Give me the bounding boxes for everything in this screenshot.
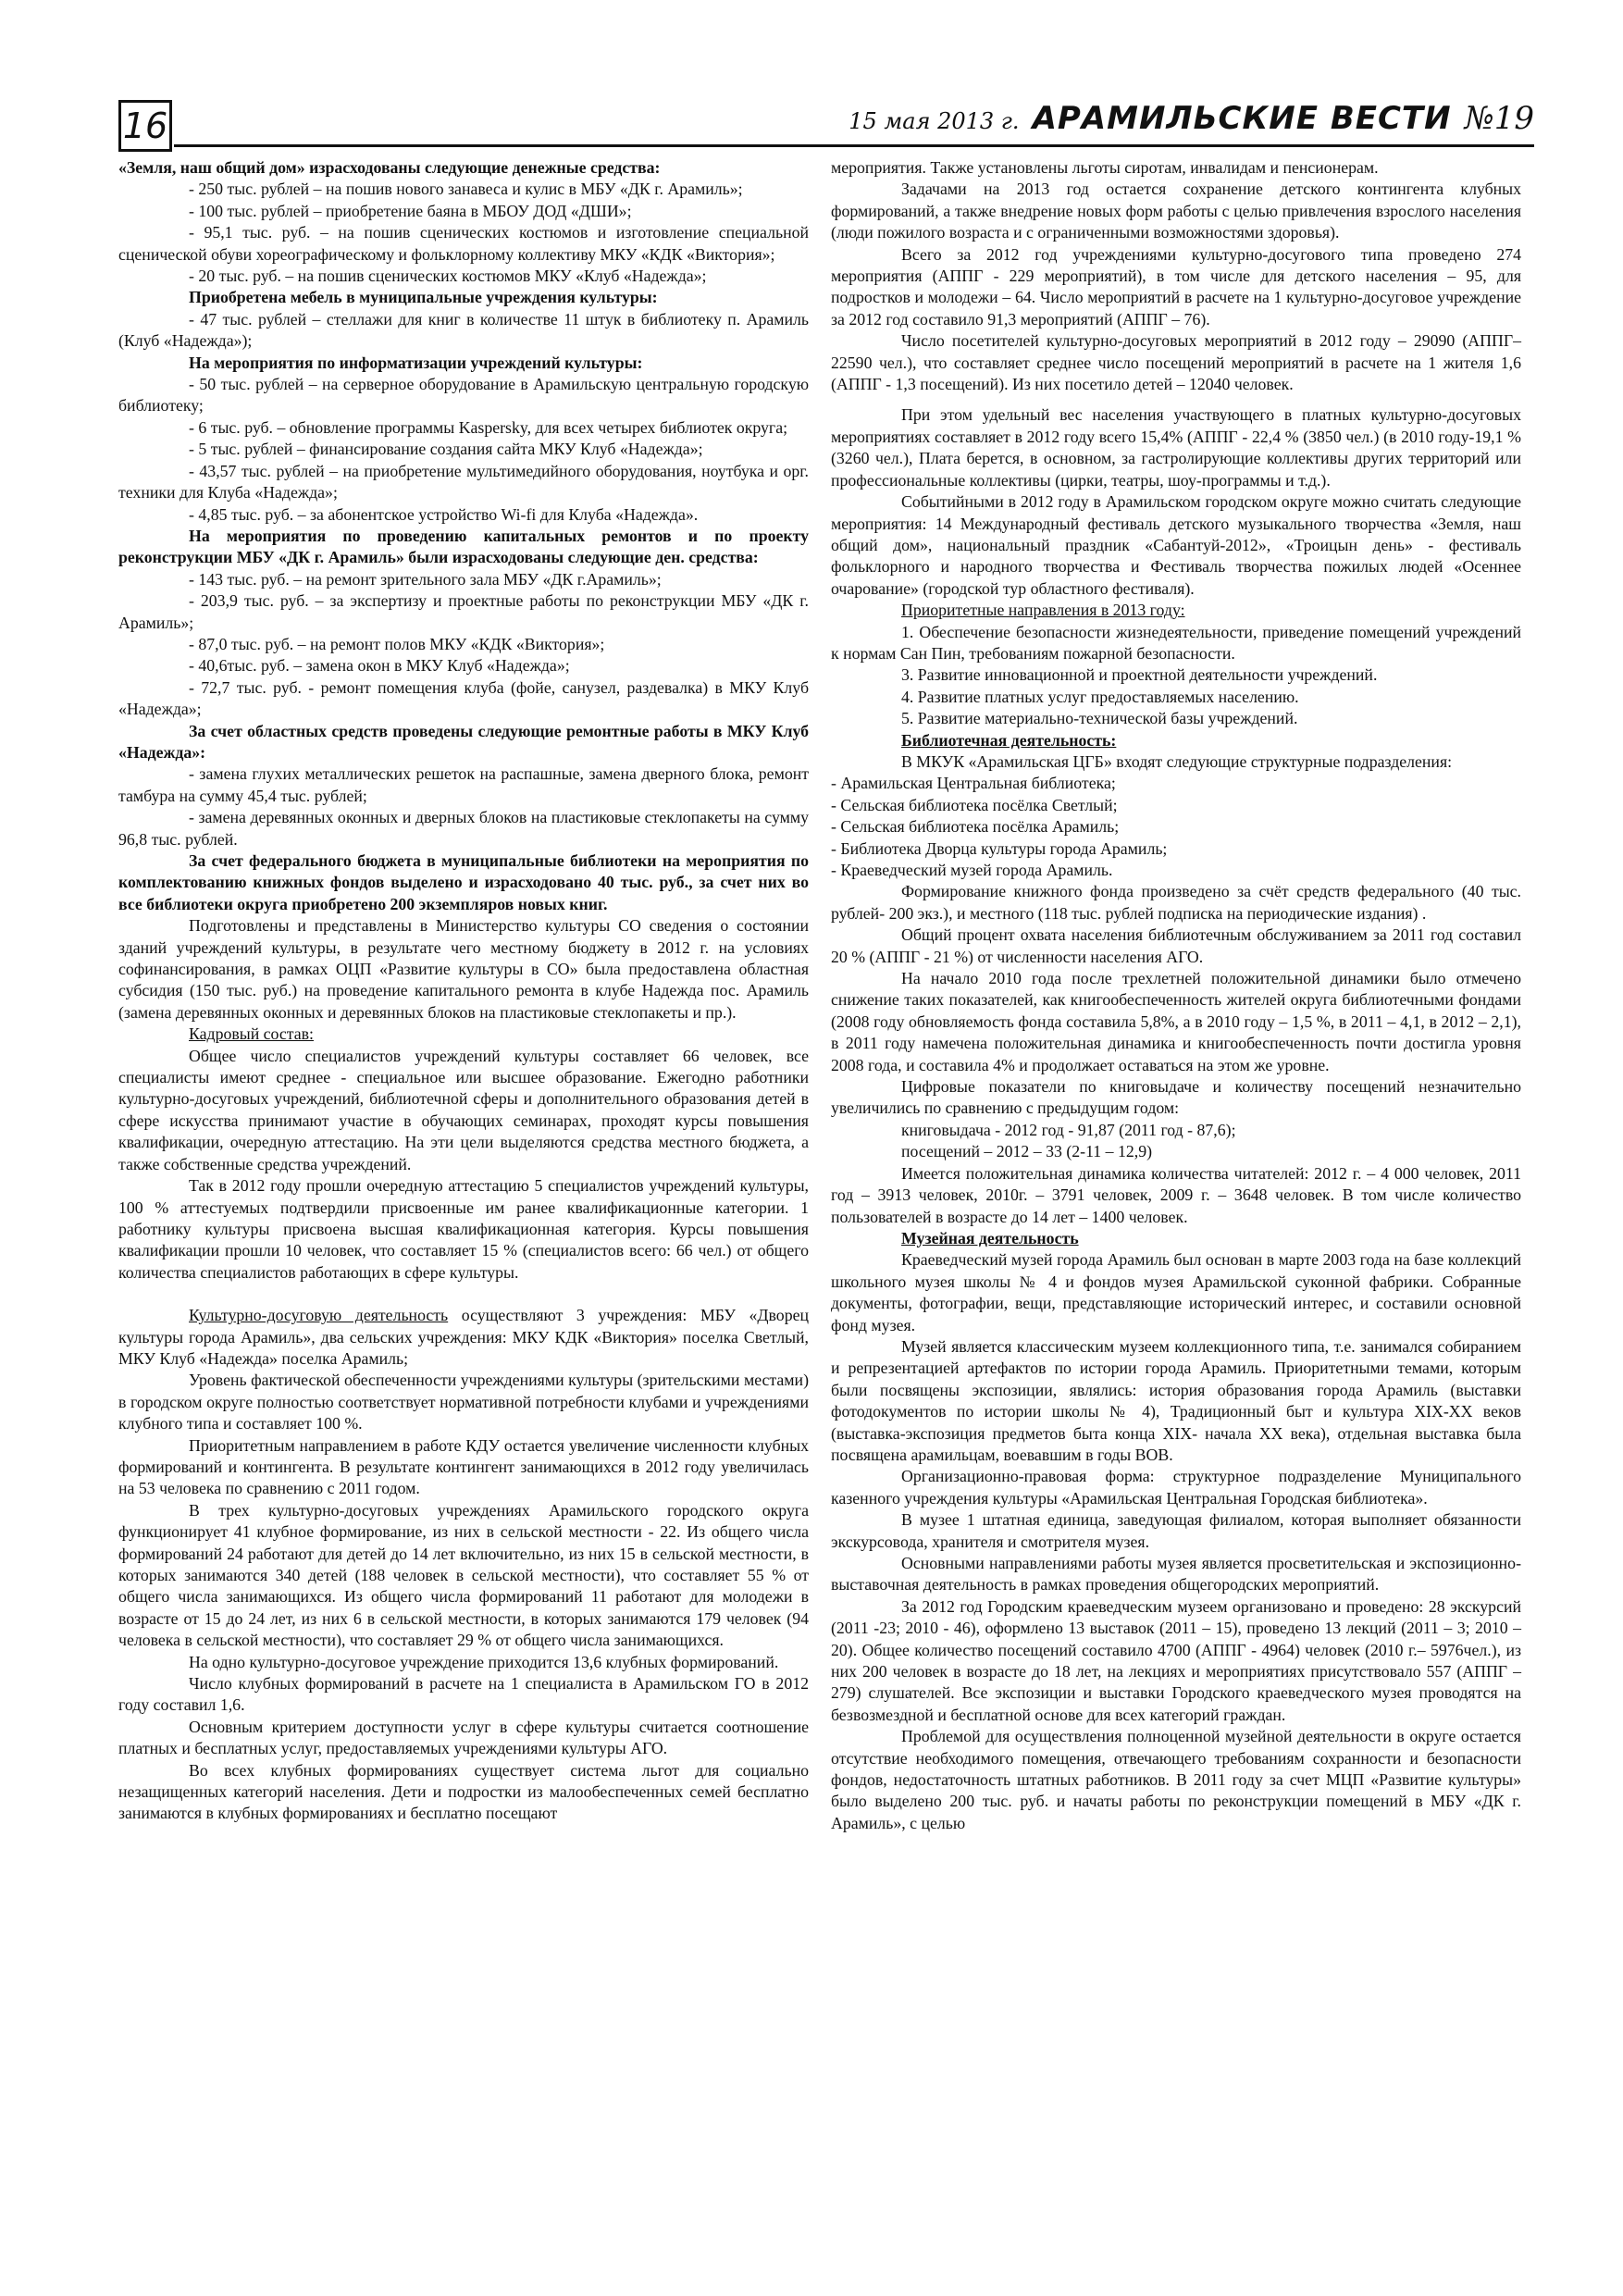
section-heading: Приобретена мебель в муниципальные учреждения культуры: xyxy=(189,288,658,307)
header-rule xyxy=(174,144,1534,147)
paragraph: Так в 2012 году прошли очередную аттестацию 5 специалистов учреждений культуры, 100 % аттестуемых подтвердили присвоенные им ранее квалификационные категории. 1 работнику культуры присвоена высшая квалификационная категория. Курсы повышения квалификации прошли 10 человек, что составляет 15 % (специалистов всего: 66 чел.) от общего количества специалистов работающих в сфере культуры. xyxy=(118,1176,809,1282)
list-item: - 72,7 тыс. руб. - ремонт помещения клуба (фойе, санузел, раздевалка) в МКУ Клуб «Надежда»; xyxy=(118,677,809,719)
list-item: - 20 тыс. руб. – на пошив сценических костюмов МКУ «Клуб «Надежда»; xyxy=(189,267,707,286)
right-column xyxy=(831,157,1521,1834)
subheading-text: Кадровый состав: xyxy=(189,1024,314,1044)
paragraph: За 2012 год Городским краеведческим музеем организовано и проведено: 28 экскурсий (2011 -23; 2010 - 46), оформлено 13 выставок (2011 – 15), проведено 13 лекций (2011 – 3; 2010 – 20). Общее количество посещений составило 4700 (АППГ - 4964) человек (2010 г.– 5976чел.), из них 200 человек в возрасте до 18 лет, на лекциях и мероприятиях присутствовало 557 (АППГ – 279) слушателей. Все экспозиции и выставки Городского краеведческого музея проводятся на безвозмездной и бесплатной основе для всех категорий граждан. xyxy=(831,1596,1521,1724)
list-item: - 4,85 тыс. руб. – за абонентское устройство Wi-fi для Клуба «Надежда». xyxy=(189,504,699,524)
page-number-box xyxy=(118,100,172,152)
list-item: посещений – 2012 – 33 (2-11 – 12,9) xyxy=(901,1142,1153,1161)
left-column xyxy=(118,157,809,1825)
newspaper-name: АРАМИЛЬСКИЕ ВЕСТИ xyxy=(1032,100,1452,137)
list-item: 4. Развитие платных услуг предоставляемых населению. xyxy=(901,687,1299,706)
issue-number: №19 xyxy=(1464,100,1534,137)
paragraph: Проблемой для осуществления полноценной музейной деятельности в округе остается отсутствие необходимого помещения, отвечающего требованиям сохранности и безопасности фондов, недостаточность штатных работников. В 2011 году за счет МЦП «Развитие культуры» было выделено 200 тыс. руб. и начаты работы по реконструкции помещений в МБУ «ДК г. Арамиль», с целью xyxy=(831,1727,1521,1832)
subheading xyxy=(118,1024,809,1045)
list-item: 5. Развитие материально-технической базы учреждений. xyxy=(901,709,1298,728)
paragraph: Основными направлениями работы музея является просветительская и экспозиционно-выставочная деятельность в рамках проведения общегородских мероприятий. xyxy=(831,1554,1521,1595)
page-number: 16 xyxy=(122,105,168,146)
paragraph-text: осуществляют 3 учреждения: МБУ «Дворец культуры города Арамиль», два сельских учреждения: МКУ КДК «Виктория» поселка Светлый, МКУ Клуб «Надежда» поселка Арамиль; xyxy=(118,1306,809,1368)
list-item: - 87,0 тыс. руб. – на ремонт полов МКУ «КДК «Виктория»; xyxy=(189,634,605,653)
paragraph: Число посетителей культурно-досуговых мероприятий в 2012 году – 29090 (АППГ– 22590 чел.), что составляет среднее число посещений мероприятий в расчете на 1 жителя 1,6 (АППГ - 1,3 посещений). Из них посетило детей – 12040 человек. xyxy=(831,331,1521,394)
list-item: - 43,57 тыс. рублей – на приобретение мультимедийного оборудования, ноутбука и орг. техники для Клуба «Надежда»; xyxy=(118,461,809,503)
section-heading xyxy=(831,730,1521,751)
list-item: - 143 тыс. руб. – на ремонт зрительного зала МБУ «ДК г.Арамиль»; xyxy=(189,569,662,589)
paragraph: мероприятия. Также установлены льготы сиротам, инвалидам и пенсионерам. xyxy=(831,158,1379,177)
list-item: - Краеведческий музей города Арамиль. xyxy=(831,861,1113,879)
paragraph: На начало 2010 года после трехлетней положительной динамики было отмечено снижение таких показателей, как книгообеспеченность жителей округа библиотечными фондами (2008 году обновляемость фонда составила 5,8%, а в 2010 году – 1,5 %, в 2011 – 4,1, в 2012 – 2,1), в 2011 году намечена положительная динамика и книгообеспеченность почти достигла уровня 2008 года, и составила 4% и продолжает оставаться на этом же уровне. xyxy=(831,969,1521,1074)
list-item: - 5 тыс. рублей – финансирование создания сайта МКУ Клуб «Надежда»; xyxy=(189,440,703,459)
list-item: - 50 тыс. рублей – на серверное оборудование в Арамильскую центральную городскую библиотеку; xyxy=(118,375,809,416)
list-item: 1. Обеспечение безопасности жизнедеятельности, приведение помещений учреждений к нормам Сан Пин, требованиям пожарной безопасности. xyxy=(831,622,1521,663)
paragraph: Музей является классическим музеем коллекционного типа, т.е. занимался собиранием и репрезентацией артефактов по истории города Арамиль. Приоритетными темами, которым были посвящены экспозиции, являлись: история образования города Арамиль (выставки фотодокументов по истории школы № 4), Традиционный быт и культура XIX-XX веков (выставка-экспозиция предметов быта конца XIX- начала XX века), отдельная выставка была посвящена арамильцам, воевавшим в годы ВОВ. xyxy=(831,1336,1521,1464)
section-heading-text: Библиотечная деятельность: xyxy=(901,730,1117,750)
paragraph: Основным критерием доступности услуг в сфере культуры считается соотношение платных и бесплатных услуг, предоставляемых учреждениями культуры АГО. xyxy=(118,1717,809,1758)
paragraph: При этом удельный вес населения участвующего в платных культурно-досуговых мероприятиях составляет в 2012 году всего 15,4% (АППГ - 22,4 % (3850 чел.) (в 2010 году-19,1 % (3260 чел.), Плата берется, в основном, за гастролирующие коллективы других территорий или профессиональные коллективы (цирки, театры, шоу-программы и т.д.). xyxy=(831,405,1521,490)
paragraph: Подготовлены и представлены в Министерство культуры СО сведения о состоянии зданий учреждений культуры, в результате чего местному бюджету в 2012 г. на условиях софинансирования, в рамках ОЦП «Развитие культуры в СО» была предоставлена областная субсидия (150 тыс. руб.) на проведение капитального ремонта в клубе Надежда пос. Арамиль (замена деревянных оконных и деревянных блоков на пластиковые стеклопакеты и пр.). xyxy=(118,916,809,1022)
list-item: - 40,6тыс. руб. – замена окон в МКУ Клуб «Надежда»; xyxy=(189,656,570,676)
page-header xyxy=(118,93,1534,152)
list-item: - 203,9 тыс. руб. – за экспертизу и проектные работы по реконструкции МБУ «ДК г. Арамиль»; xyxy=(118,591,809,632)
paragraph: Общий процент охвата населения библиотечным обслуживанием за 2011 год составил 20 % (АППГ - 21 %) от численности населения АГО. xyxy=(831,925,1521,966)
paragraph: Всего за 2012 год учреждениями культурно-досугового типа проведено 274 мероприятия (АППГ - 229 мероприятий), в том числе для детского населения – 95, для подростков и молодежи – 64. Число мероприятий в расчете на 1 культурно-досуговое учреждение за 2012 год составило 91,3 мероприятий (АППГ – 76). xyxy=(831,244,1521,329)
list-item: - Арамильская Центральная библиотека; xyxy=(831,774,1116,793)
section-heading: На мероприятия по проведению капитальных ремонтов и по проекту реконструкции МБУ «ДК г. Арамиль» были израсходованы следующие ден. средства: xyxy=(118,526,809,567)
paragraph: Приоритетным направлением в работе КДУ остается увеличение численности клубных формирований и контингента. В результате контингент занимающихся в 2012 году увеличилась на 53 человека по сравнению с 2011 годом. xyxy=(118,1435,809,1498)
paragraph: Событийными в 2012 году в Арамильском городском округе можно считать следующие мероприятия: 14 Международный фестиваль детского музыкального творчества «Земля, наш общий дом», национальный праздник «Сабантуй-2012», «Троицын день» - фестиваль фольклорного и народного творчества и Фестиваль творчества пожилых людей «Осеннее очарование» (городской тур областного фестиваля). xyxy=(831,492,1521,598)
paragraph: В МКУК «Арамильская ЦГБ» входят следующие структурные подразделения: xyxy=(901,751,1453,771)
paragraph: Краеведческий музей города Арамиль был основан в марте 2003 года на базе коллекций школьного музея школы № 4 и фондов музея Арамильской суконной фабрики. Собранные документы, фотографии, вещи, представляющие исторический интерес, и составили основной фонд музея. xyxy=(831,1250,1521,1334)
list-item: книговыдача - 2012 год - 91,87 (2011 год - 87,6); xyxy=(901,1120,1236,1139)
list-item: - 95,1 тыс. руб. – на пошив сценических костюмов и изготовление специальной сценической обуви хореографическому и фольклорному коллективу МКУ «КДК «Виктория»; xyxy=(118,223,809,264)
subheading-text: Культурно-досуговую деятельность xyxy=(189,1306,449,1325)
paragraph: «Земля, наш общий дом» израсходованы следующие денежные средства: xyxy=(118,158,661,177)
paragraph: Организационно-правовая форма: структурное подразделение Муниципального казенного учреждения культуры «Арамильская Центральная Городская библиотека». xyxy=(831,1467,1521,1508)
section-heading: На мероприятия по информатизации учреждений культуры: xyxy=(189,353,643,372)
paragraph: Общее число специалистов учреждений культуры составляет 66 человек, все специалисты имеют среднее - специальное или высшее образование. Ежегодно работники культурно-досуговых учреждений, библиотечной сферы и дополнительного образования детей в сфере искусства принимают участие в обучающих семинарах, проходят курсы повышения квалификации, очередную аттестацию. На эти цели выделяются средства местного бюджета, а также собственные средства учреждений. xyxy=(118,1046,809,1173)
list-item: 3. Развитие инновационной и проектной деятельности учреждений. xyxy=(901,665,1378,685)
paragraph: Имеется положительная динамика количества читателей: 2012 г. – 4 000 человек, 2011 год – 3913 человек, 2010г. – 3791 человек, 2009 г. – 3648 человек. В том числе количество пользователей в возрасте до 14 лет – 1400 человек. xyxy=(831,1163,1521,1226)
subheading-text: Приоритетные направления в 2013 году: xyxy=(901,601,1185,620)
section-heading: За счет областных средств проведены следующие ремонтные работы в МКУ Клуб «Надежда»: xyxy=(118,721,809,762)
issue-date: 15 мая 2013 г. xyxy=(849,108,1020,134)
section-heading-text: Музейная деятельность xyxy=(901,1228,1079,1247)
paragraph xyxy=(118,1305,809,1370)
list-item: - 6 тыс. руб. – обновление программы Kaspersky, для всех четырех библиотек округа; xyxy=(189,417,788,437)
list-item: - замена глухих металлических решеток на распашные, замена дверного блока, ремонт тамбура на сумму 45,4 тыс. рублей; xyxy=(118,764,809,805)
list-item: - Библиотека Дворца культуры города Арамиль; xyxy=(831,838,1168,858)
list-item: - 250 тыс. рублей – на пошив нового занавеса и кулис в МБУ «ДК г. Арамиль»; xyxy=(189,180,743,199)
list-item: - замена деревянных оконных и дверных блоков на пластиковые стеклопакеты на сумму 96,8 тыс. рублей. xyxy=(118,808,809,849)
list-item: - Сельская библиотека посёлка Арамиль; xyxy=(831,817,1120,837)
paragraph: Число клубных формирований в расчете на 1 специалиста в Арамильском ГО в 2012 году составил 1,6. xyxy=(118,1674,809,1715)
paragraph: На одно культурно-досуговое учреждение приходится 13,6 клубных формирований. xyxy=(189,1652,779,1671)
paragraph: В музее 1 штатная единица, заведующая филиалом, которая выполняет обязанности экскурсовода, хранителя и смотрителя музея. xyxy=(831,1510,1521,1551)
paragraph: Уровень фактической обеспеченности учреждениями культуры (зрительскими местами) в городском округе полностью соответствует нормативной потребности клубами и учреждениями клубного типа и составляет 100 %. xyxy=(118,1371,809,1433)
paragraph: Цифровые показатели по книговыдаче и количеству посещений незначительно увеличились по сравнению с предыдущим годом: xyxy=(831,1077,1521,1118)
header-masthead xyxy=(849,100,1534,137)
section-heading xyxy=(831,1228,1521,1249)
subheading xyxy=(831,600,1521,621)
paragraph: Во всех клубных формированиях существует система льгот для социально незащищенных категорий населения. Дети и подростки из малообеспеченных семей бесплатно занимаются в клубных формированиях и бесплатно посещают xyxy=(118,1760,809,1823)
list-item: - Сельская библиотека посёлка Светлый; xyxy=(831,795,1118,814)
paragraph: Задачами на 2013 год остается сохранение детского контингента клубных формирований, а также внедрение новых форм работы с целью привлечения взрослого населения (люди пожилого возраста и с ограниченными возможностями здоровья). xyxy=(831,180,1521,242)
list-item: - 100 тыс. рублей – приобретение баяна в МБОУ ДОД «ДШИ»; xyxy=(189,201,632,220)
paragraph: Формирование книжного фонда произведено за счёт средств федерального (40 тыс. рублей- 200 экз.), и местного (118 тыс. рублей подписка на периодические издания) . xyxy=(831,882,1521,923)
paragraph: В трех культурно-досуговых учреждениях Арамильского городского округа функционирует 41 клубное формирование, из них в сельской местности - 22. Из общего числа формирований 24 работают для детей до 14 лет включительно, из них 15 в сельской местности, в которых занимаются 340 детей (188 человек в сельской местности), что составляет 55 % от общего числа занимающихся. Из общего числа формирований 11 работают для молодежи в возрасте от 15 до 24 лет, из них 6 в сельской местности, в которых занимаются 179 человек (94 человека в сельской местности), что составляет 29 % от общего числа занимающихся. xyxy=(118,1500,809,1650)
list-item: - 47 тыс. рублей – стеллажи для книг в количестве 11 штук в библиотеку п. Арамиль (Клуб «Надежда»); xyxy=(118,309,809,351)
section-heading: За счет федерального бюджета в муниципальные библиотеки на мероприятия по комплектованию книжных фондов выделено и израсходовано 40 тыс. руб., за счет них во все библиотеки округа приобретено 200 экземпляров новых книг. xyxy=(118,851,809,913)
